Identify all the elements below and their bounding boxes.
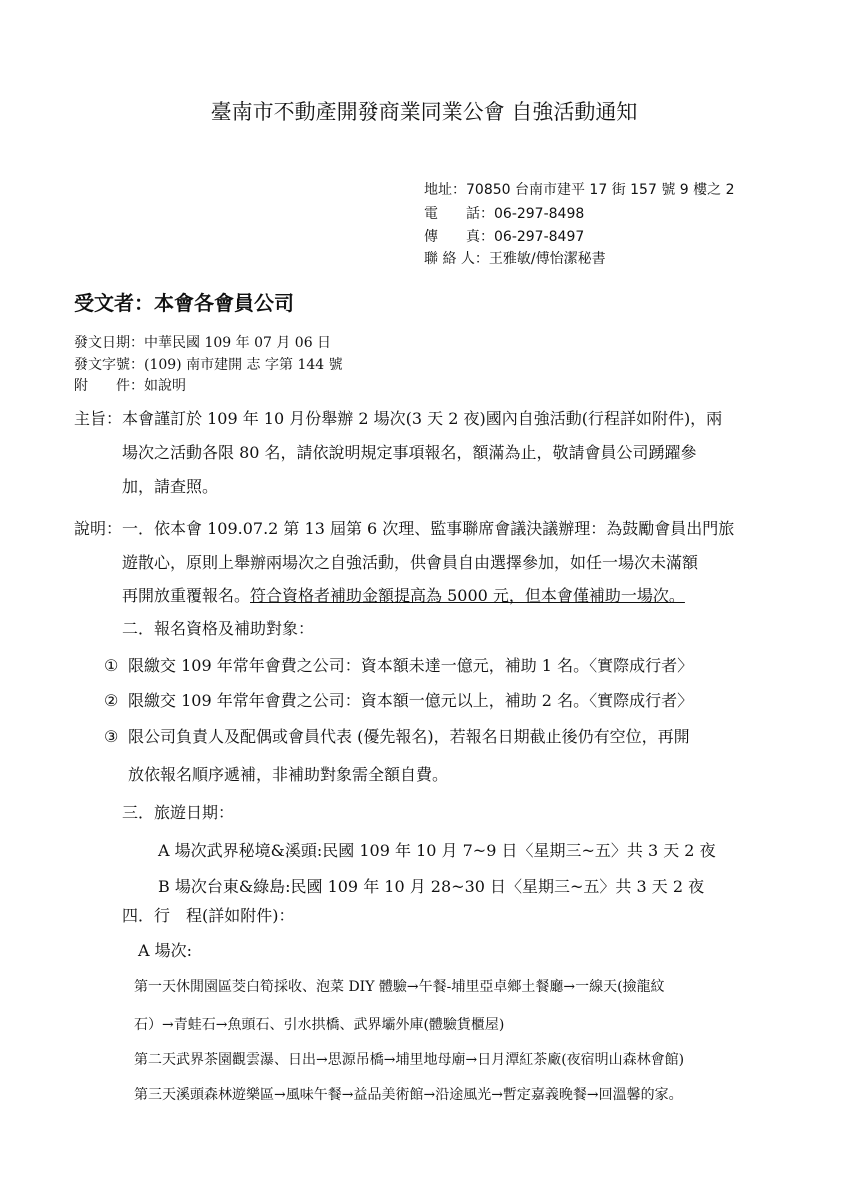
- explain-line-2: 遊散心，原則上舉辦兩場次之自強活動，供會員自由選擇參加，如任一場次未滿額: [122, 553, 699, 572]
- trip-a-date: A 場次武界秘境&溪頭:民國 109 年 10 月 7~9 日〈星期三~五〉共 3 天 2 夜: [158, 841, 716, 860]
- explain-line-1: 說明：一．依本會 109.07.2 第 13 屆第 6 次理、監事聯席會議決議辦理：為鼓勵會員出門旅: [74, 519, 735, 538]
- item-marker: ①: [104, 656, 119, 675]
- itinerary-line-4: 第三天溪頭森林遊樂區→風味午餐→益品美術館→沿途風光→暫定嘉義晚餐→回溫馨的家。: [134, 1087, 683, 1103]
- contact-person: 聯 絡 人：王雅敏/傅怡潔秘書: [424, 251, 606, 267]
- eligibility-item-3-cont: 放依報名順序遞補，非補助對象需全額自費。: [128, 765, 449, 784]
- itinerary-line-2: 石）→青蛙石→魚頭石、引水拱橋、武界壩外庫(體驗貨櫃屋): [134, 1017, 505, 1033]
- item-marker: ③: [104, 727, 119, 746]
- contact-address: 地址：70850 台南市建平 17 街 157 號 9 樓之 2: [424, 182, 735, 198]
- itinerary-line-3: 第二天武界茶園觀雲瀑、日出→思源吊橋→埔里地母廟→日月潭紅茶廠(夜宿明山森林會館): [134, 1052, 685, 1068]
- item-marker: ②: [104, 691, 119, 710]
- issue-number: 發文字號：(109) 南市建開 志 字第 144 號: [74, 357, 343, 373]
- subject-line-3: 加，請查照。: [122, 477, 219, 496]
- subject-line-2: 場次之活動各限 80 名，請依說明規定事項報名，額滿為止，敬請會員公司踴躍參: [122, 443, 697, 462]
- section-itinerary: 四．行 程(詳如附件)：: [122, 906, 295, 925]
- contact-fax: 傳 真：06-297-8497: [424, 229, 585, 245]
- trip-a-heading: A 場次:: [138, 941, 193, 960]
- item-text: 限繳交 109 年常年會費之公司：資本額未達一億元，補助 1 名。〈實際成行者〉: [128, 656, 694, 675]
- trip-b-date: B 場次台東&綠島:民國 109 年 10 月 28~30 日〈星期三~五〉共 3 天 2 夜: [158, 877, 705, 896]
- explain-line-3-plain: 再開放重覆報名。: [122, 586, 251, 605]
- attachment: 附 件：如說明: [74, 378, 186, 394]
- document-title: 臺南市不動產開發商業同業公會 自強活動通知: [210, 100, 638, 124]
- subject-line-1: 主旨：本會謹訂於 109 年 10 月份舉辦 2 場次(3 天 2 夜)國內自強活動(行程詳如附件)，兩: [74, 409, 723, 428]
- explain-line-3: [122, 583, 685, 606]
- issue-date: 發文日期：中華民國 109 年 07 月 06 日: [74, 335, 332, 351]
- item-text: 限繳交 109 年常年會費之公司：資本額一億元以上，補助 2 名。〈實際成行者〉: [128, 691, 694, 710]
- eligibility-item-3: [104, 724, 690, 747]
- section-dates: 三．旅遊日期：: [122, 803, 235, 822]
- item-text: 限公司負責人及配偶或會員代表 (優先報名)，若報名日期截止後仍有空位，再開: [128, 727, 690, 746]
- subsidy-highlight: 符合資格者補助金額提高為 5000 元，但本會僅補助一場次。: [250, 586, 685, 605]
- eligibility-item-2: [104, 688, 693, 711]
- contact-phone: 電 話：06-297-8498: [424, 206, 585, 222]
- itinerary-line-1: 第一天休閒園區茭白筍採收、泡菜 DIY 體驗→午餐-埔里亞卓鄉土餐廳→一線天(撿龍紋: [134, 979, 665, 995]
- eligibility-item-1: [104, 653, 693, 676]
- section-eligibility: 二．報名資格及補助對象：: [122, 619, 315, 638]
- recipient: 受文者：本會各會員公司: [74, 291, 294, 315]
